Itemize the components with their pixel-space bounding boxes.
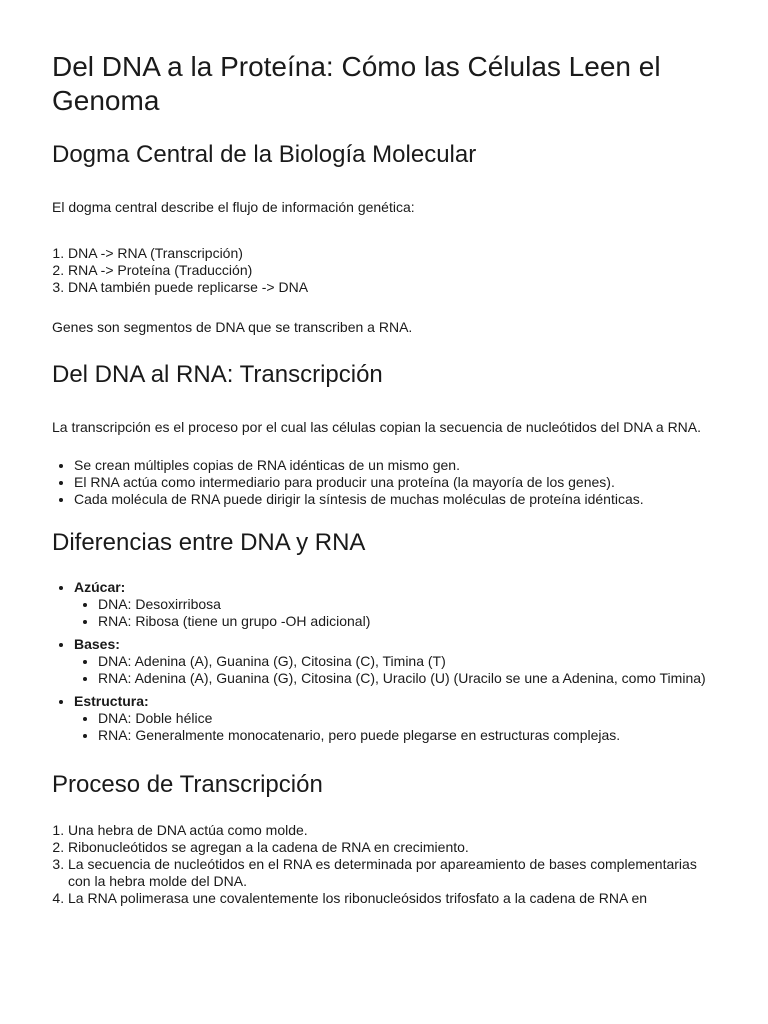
list-item: 2. RNA -> Proteína (Traducción) [68, 262, 716, 279]
list-item: • DNA: Desoxirribosa [98, 596, 716, 613]
list-item: • El RNA actúa como intermediario para producir una proteína (la mayoría de los genes). [74, 474, 716, 491]
list-item: 1. DNA -> RNA (Transcripción) [68, 245, 716, 262]
group-label: Estructura: [74, 693, 149, 709]
list-item: • DNA: Doble hélice [98, 710, 716, 727]
list-item-estructura [74, 693, 716, 744]
list-item: • Cada molécula de RNA puede dirigir la síntesis de muchas moléculas de proteína idénticas. [74, 491, 716, 508]
heading-transcripcion: Del DNA al RNA: Transcripción [52, 361, 383, 388]
dogma-intro: El dogma central describe el flujo de información genética: [52, 199, 415, 215]
dogma-steps [52, 245, 716, 296]
list-item-bases [74, 636, 716, 687]
group-label: Azúcar: [74, 579, 126, 595]
list-item: • RNA: Adenina (A), Guanina (G), Citosina (C), Uracilo (U) (Uracilo se une a Adenina, como Timina) [98, 670, 716, 687]
list-item-azucar [74, 579, 716, 630]
list-item: 3. La secuencia de nucleótidos en el RNA es determinada por apareamiento de bases complementarias con la hebra molde del DNA. [68, 856, 716, 890]
list-item: 3. DNA también puede replicarse -> DNA [68, 279, 716, 296]
list-item: 2. Ribonucleótidos se agregan a la cadena de RNA en crecimiento. [68, 839, 716, 856]
list-item: • RNA: Generalmente monocatenario, pero puede plegarse en estructuras complejas. [98, 727, 716, 744]
heading-diferencias: Diferencias entre DNA y RNA [52, 529, 366, 556]
sublist [74, 653, 716, 687]
group-label: Bases: [74, 636, 120, 652]
heading-dogma: Dogma Central de la Biología Molecular [52, 141, 477, 168]
sublist [74, 710, 716, 744]
proceso-steps [52, 822, 716, 907]
transcripcion-bullets [52, 457, 716, 508]
dogma-note: Genes son segmentos de DNA que se transcriben a RNA. [52, 319, 413, 335]
list-item: • DNA: Adenina (A), Guanina (G), Citosina (C), Timina (T) [98, 653, 716, 670]
list-item: • RNA: Ribosa (tiene un grupo -OH adicional) [98, 613, 716, 630]
list-item: 4. La RNA polimerasa une covalentemente los ribonucleósidos trifosfato a la cadena de RNA en [68, 890, 716, 907]
heading-proceso: Proceso de Transcripción [52, 771, 323, 798]
sublist [74, 596, 716, 630]
list-item: • Se crean múltiples copias de RNA idénticas de un mismo gen. [74, 457, 716, 474]
diferencias-list [52, 579, 716, 744]
page-title: Del DNA a la Proteína: Cómo las Células Leen el Genoma [52, 51, 661, 116]
transcripcion-intro: La transcripción es el proceso por el cual las células copian la secuencia de nucleótidos del DNA a RNA. [52, 419, 702, 435]
list-item: 1. Una hebra de DNA actúa como molde. [68, 822, 716, 839]
